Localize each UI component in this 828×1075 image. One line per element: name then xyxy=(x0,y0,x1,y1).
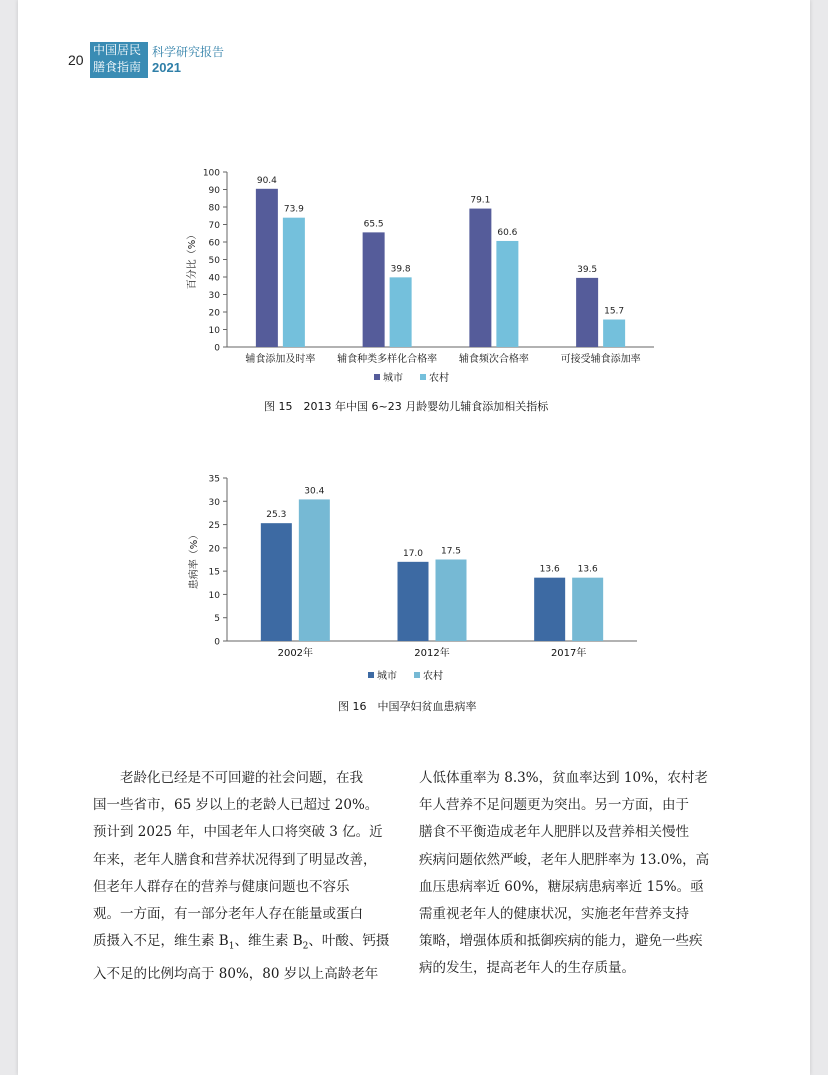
y-tick-label: 60 xyxy=(208,238,220,249)
book-title-line2: 膳食指南 xyxy=(93,60,142,74)
book-title-line1: 中国居民 xyxy=(93,43,142,57)
text-line: 入不足的比例均高于 80%，80 岁以上高龄老年 xyxy=(93,966,379,983)
y-tick-label: 30 xyxy=(208,497,220,508)
text-line: 疾病问题依然严峻，老年人肥胖率为 13.0%，高 xyxy=(419,851,710,868)
legend-swatch xyxy=(368,672,374,678)
legend-swatch xyxy=(374,374,380,380)
data-label: 90.4 xyxy=(256,175,277,186)
y-tick-label: 30 xyxy=(208,291,220,301)
y-tick-label: 20 xyxy=(208,544,220,555)
body-text-right-column xyxy=(419,765,735,983)
bar-rural xyxy=(436,560,467,642)
figure-15-bar-chart xyxy=(18,150,810,390)
bar-urban xyxy=(363,232,385,347)
bar-urban xyxy=(469,209,491,347)
y-tick-label: 0 xyxy=(214,637,220,648)
bar-rural xyxy=(299,499,330,641)
text-line: 膳食不平衡造成老年人肥胖以及营养相关慢性 xyxy=(419,824,689,841)
data-label: 25.3 xyxy=(266,510,287,521)
data-label: 60.6 xyxy=(497,227,518,238)
y-tick-label: 50 xyxy=(208,256,220,266)
y-tick-label: 0 xyxy=(214,343,220,354)
legend-label: 城市 xyxy=(377,671,397,682)
x-tick-label: 2017年 xyxy=(550,648,587,659)
bar-urban xyxy=(261,523,292,641)
y-tick-label: 40 xyxy=(208,273,220,284)
book-page xyxy=(18,0,810,1075)
data-label: 13.6 xyxy=(577,564,598,575)
y-tick-label: 10 xyxy=(208,590,220,601)
legend-swatch xyxy=(420,374,426,380)
figure-16-caption: 图 16 中国孕妇贫血患病率 xyxy=(338,700,477,713)
legend-label: 农村 xyxy=(423,671,443,682)
bar-urban xyxy=(256,189,278,347)
data-label: 65.5 xyxy=(363,219,384,230)
data-label: 30.4 xyxy=(304,486,325,497)
legend-label: 农村 xyxy=(429,373,449,384)
y-tick-label: 20 xyxy=(208,308,220,319)
page-number: 20 xyxy=(68,52,84,68)
bar-urban xyxy=(534,578,565,641)
bar-rural xyxy=(283,218,305,347)
bar-rural xyxy=(603,320,625,347)
x-tick-label: 可接受辅食添加率 xyxy=(560,354,641,365)
y-tick-label: 35 xyxy=(208,474,220,485)
text-line: 观。一方面，有一部分老年人存在能量或蛋白 xyxy=(93,906,363,923)
x-tick-label: 辅食添加及时率 xyxy=(245,354,316,365)
bar-rural xyxy=(572,578,603,641)
x-tick-label: 辅食频次合格率 xyxy=(458,354,529,365)
bar-urban xyxy=(398,562,429,641)
text-line: 老龄化已经是不可回避的社会问题，在我 xyxy=(120,770,363,786)
y-axis-label: 百分比（%） xyxy=(187,229,198,290)
y-tick-label: 100 xyxy=(202,168,220,179)
y-tick-label: 80 xyxy=(208,203,220,214)
text-line: 病的发生，提高老年人的生存质量。 xyxy=(419,960,635,977)
bar-urban xyxy=(576,278,598,347)
x-tick-label: 2012年 xyxy=(414,648,450,659)
text-line: 年来，老年人膳食和营养状况得到了明显改善， xyxy=(93,851,377,868)
body-text-left-column xyxy=(93,765,409,988)
text-line: 但老年人群存在的营养与健康问题也不容乐 xyxy=(93,878,350,895)
y-tick-label: 5 xyxy=(214,614,220,625)
text-line: 质摄入不足，维生素 $B_1$、维生素 $B_2$、叶酸、钙摄 xyxy=(93,933,390,952)
text-line: 策略，增强体质和抵御疾病的能力，避免一些疾 xyxy=(419,933,703,950)
data-label: 39.8 xyxy=(390,264,411,275)
data-label: 15.7 xyxy=(604,306,625,317)
text-line: 需重视老年人的健康状况，实施老年营养支持 xyxy=(419,906,689,923)
x-tick-label: 2002年 xyxy=(277,648,314,659)
text-line: 血压患病率近 60%，糖尿病患病率近 15%。亟 xyxy=(419,878,704,895)
data-label: 13.6 xyxy=(539,564,560,575)
data-label: 17.5 xyxy=(440,546,462,557)
text-line: 年人营养不足问题更为突出。另一方面，由于 xyxy=(419,797,689,814)
figure-15-caption: 图 15 2013 年中国 6~23 月龄婴幼儿辅食添加相关指标 xyxy=(264,400,549,413)
figure-16-bar-chart xyxy=(18,465,810,690)
report-title: 科学研究报告 xyxy=(152,45,225,59)
y-tick-label: 15 xyxy=(208,567,220,578)
text-line: 人低体重率为 8.3%，贫血率达到 10%，农村老 xyxy=(419,770,708,786)
y-tick-label: 25 xyxy=(208,521,220,532)
data-label: 79.1 xyxy=(470,195,491,206)
legend-swatch xyxy=(414,672,420,678)
bar-rural xyxy=(390,277,412,347)
report-title-block xyxy=(152,44,224,76)
data-label: 39.5 xyxy=(577,264,598,275)
y-tick-label: 90 xyxy=(208,186,220,196)
data-label: 17.0 xyxy=(402,548,424,559)
bar-rural xyxy=(496,241,518,347)
legend-label: 城市 xyxy=(383,373,403,384)
text-line: 国一些省市，65 岁以上的老龄人已超过 20%。 xyxy=(93,797,379,814)
y-axis-label: 患病率（%） xyxy=(189,529,200,590)
x-tick-label: 辅食种类多样化合格率 xyxy=(337,354,438,365)
book-title-badge xyxy=(90,42,148,78)
text-line: 预计到 2025 年，中国老年人口将突破 3 亿。近 xyxy=(93,824,383,841)
y-tick-label: 70 xyxy=(208,221,220,231)
report-year: 2021 xyxy=(152,60,181,75)
y-tick-label: 10 xyxy=(208,326,220,336)
data-label: 73.9 xyxy=(283,204,304,215)
